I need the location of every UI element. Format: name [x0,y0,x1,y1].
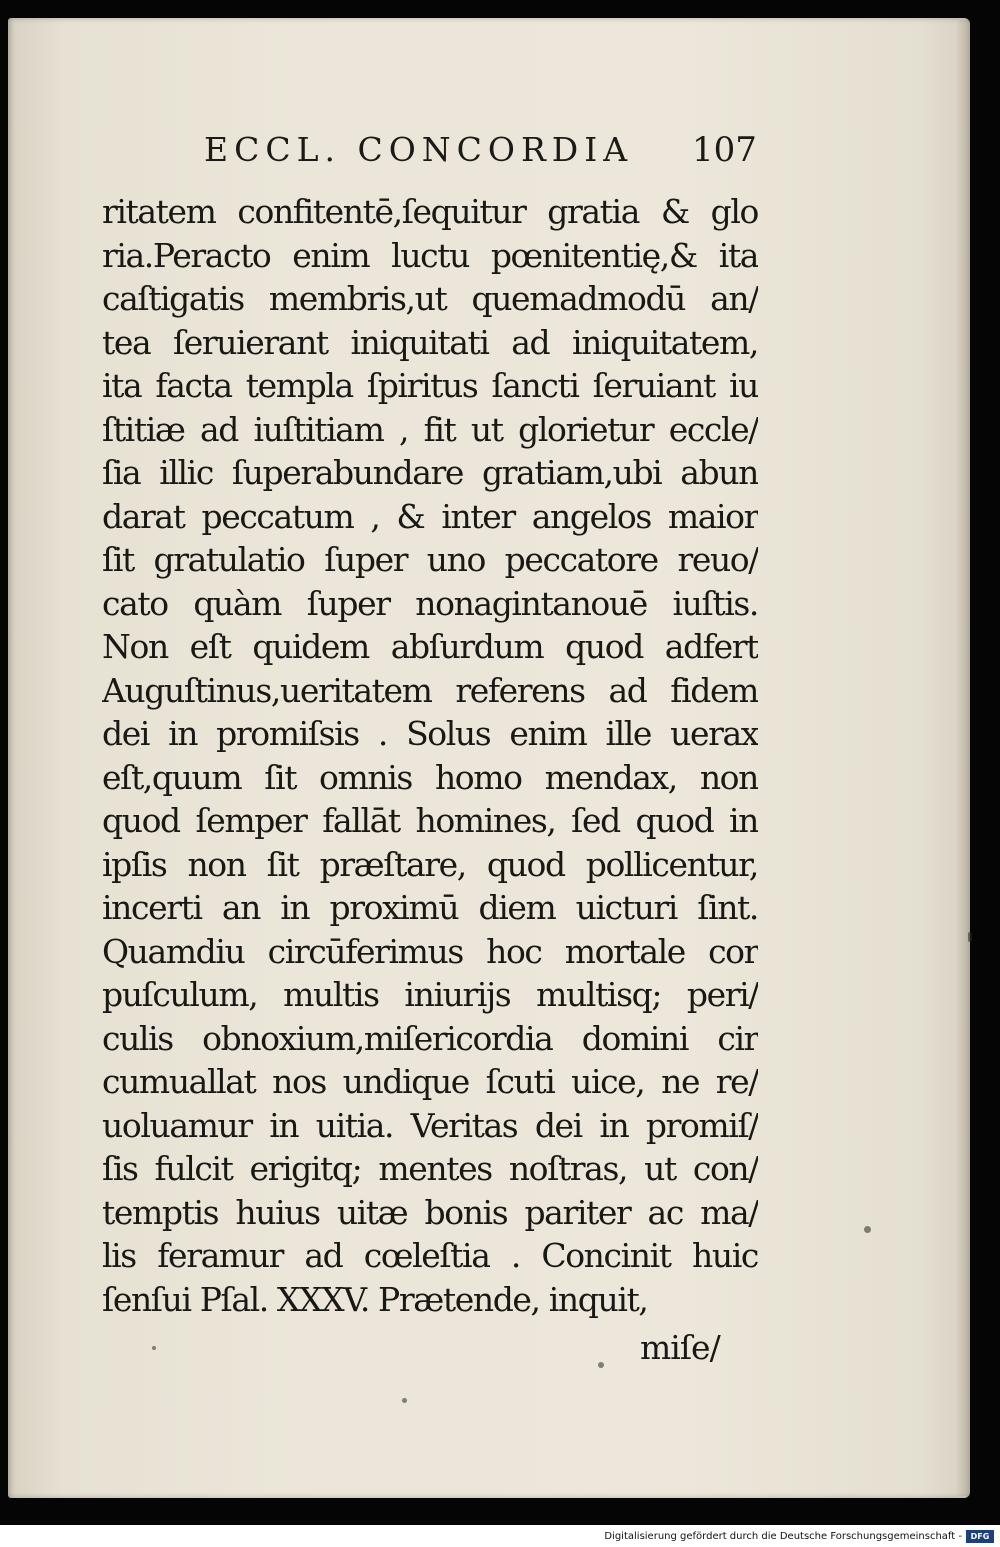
text-line: caſtigatis membris,ut quemadmodū an/ [102,279,758,318]
dfg-logo: DFG [966,1530,994,1543]
catchword: miſe/ [640,1328,720,1367]
text-line: dei in promiſsis . Solus enim ille uerax [102,714,758,753]
text-line: tea ſeruierant iniquitati ad iniquitatem, [102,322,758,362]
text-line: ritatem confitentē,ſequitur gratia & glo [102,192,758,231]
text-line: Non eſt quidem abſurdum quod adfert [102,627,758,666]
page-edge-shadow [956,20,970,1496]
text-line: puſculum, multis iniurijs multisq; peri/ [102,975,758,1014]
text-line: ita facta templa ſpiritus ſancti ſeruiant iu [102,366,758,405]
text-line: eſt,quum ſit omnis homo mendax, non [102,757,758,797]
text-line: Quamdiu circūferimus hoc mortale cor [102,931,758,971]
text-line: ſit gratulatio ſuper uno peccatore reuo/ [102,540,758,579]
text-line: uoluamur in uitia. Veritas dei in promiſ/ [102,1105,758,1145]
text-line: quod ſemper fallāt homines, ſed quod in [102,801,758,840]
funding-note: Digitalisierung gefördert durch die Deutsche Forschungsgemeinschaft - [604,1531,962,1542]
paper-fleck [402,1398,407,1403]
text-line: incerti an in proximū diem uicturi ſint. [102,888,758,927]
text-line: cato quàm ſuper nonagintanouē iuſtis. [102,583,758,623]
text-line: darat peccatum , & inter angelos maior [102,496,758,536]
text-line: cumuallat nos undique ſcuti uice, ne re/ [102,1062,758,1101]
paper-fleck [864,1226,871,1233]
text-line: Auguſtinus,ueritatem referens ad fidem [102,670,758,710]
text-line: ſia illic ſuperabundare gratiam,ubi abun [102,453,758,492]
text-line: culis obnoxium,miſericordia domini cir [102,1018,758,1058]
text-line: ſis fulcit erigitq; mentes noſtras, ut con/ [102,1149,758,1188]
page-number: 107 [692,130,757,170]
text-line: ipſis non ſit præſtare, quod pollicentur, [102,844,758,884]
paper-fleck [152,1346,156,1350]
running-title: ECCL. CONCORDIA [204,130,634,169]
text-line: ſenſui Pſal. XXXV. Prætende, inquit, [102,1279,648,1319]
paper-fleck [598,1362,604,1368]
body-text [102,190,758,1321]
text-line: lis feramur ad cœleſtia . Concinit huic [102,1236,758,1275]
text-line: temptis huius uitæ bonis pariter ac ma/ [102,1192,758,1232]
text-line: ſtitiæ ad iuſtitiam , fit ut glorietur eccle/ [102,409,758,449]
paper-fleck [968,932,972,942]
running-head [100,120,760,180]
text-line: ria.Peracto enim luctu pœnitentię,& ita [102,235,758,275]
